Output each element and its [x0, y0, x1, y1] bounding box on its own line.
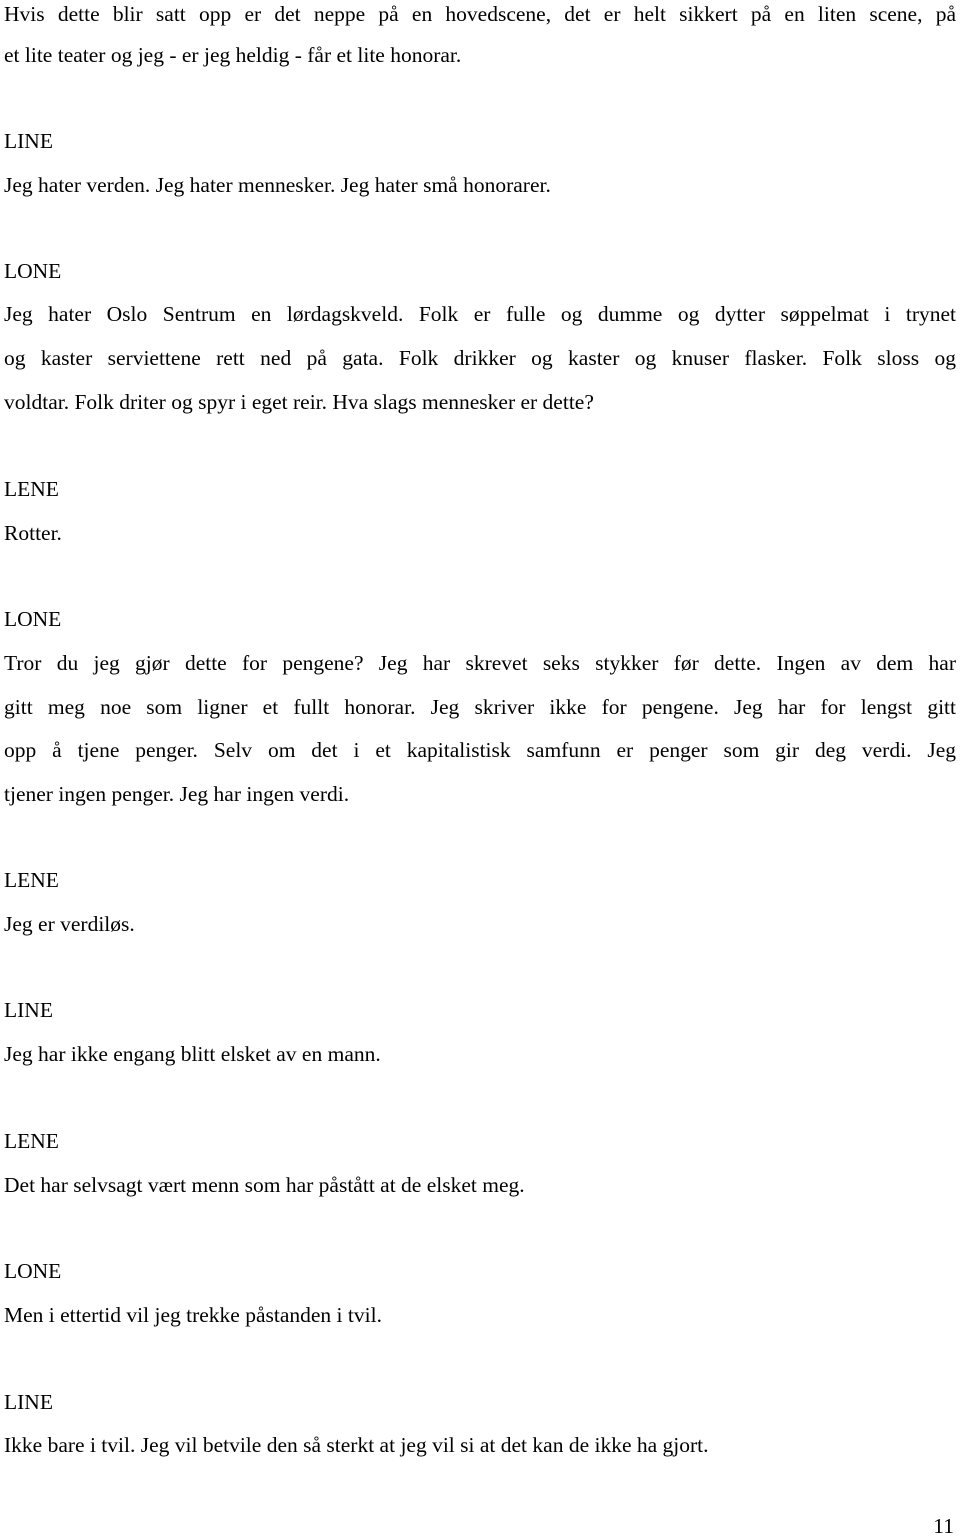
dialogue-line: voldtar. Folk driter og spyr i eget reir. Hva slags mennesker er dette?	[4, 390, 594, 414]
dialogue-line: gitt meg noe som ligner et fullt honorar. Jeg skriver ikke for pengene. Jeg har for lengst gitt	[4, 695, 956, 719]
dialogue-line: Men i ettertid vil jeg trekke påstanden i tvil.	[4, 1303, 382, 1327]
speaker-name: LONE	[4, 607, 62, 631]
speaker-name: LONE	[4, 1259, 62, 1283]
speaker-name: LENE	[4, 868, 59, 892]
dialogue-line: Rotter.	[4, 521, 62, 545]
speaker-name: LENE	[4, 477, 59, 501]
dialogue-line: et lite teater og jeg - er jeg heldig - får et lite honorar.	[4, 43, 462, 67]
page-number: 11	[933, 1514, 954, 1538]
dialogue-line: opp å tjene penger. Selv om det i et kapitalistisk samfunn er penger som gir deg verdi. Jeg	[4, 738, 956, 762]
dialogue-line: Jeg hater verden. Jeg hater mennesker. Jeg hater små honorarer.	[4, 173, 551, 197]
speaker-name: LONE	[4, 259, 62, 283]
dialogue-line: Jeg hater Oslo Sentrum en lørdagskveld. Folk er fulle og dumme og dytter søppelmat i trynet	[4, 302, 956, 326]
speaker-name: LINE	[4, 129, 53, 153]
dialogue-line: Ikke bare i tvil. Jeg vil betvile den så sterkt at jeg vil si at det kan de ikke ha gjort.	[4, 1433, 709, 1457]
speaker-name: LENE	[4, 1129, 59, 1153]
dialogue-line: tjener ingen penger. Jeg har ingen verdi.	[4, 782, 350, 806]
speaker-name: LINE	[4, 1390, 53, 1414]
dialogue-line: Hvis dette blir satt opp er det neppe på en hovedscene, det er helt sikkert på en liten scene, på	[4, 2, 956, 26]
dialogue-line: Det har selvsagt vært menn som har påstått at de elsket meg.	[4, 1173, 525, 1197]
speaker-name: LINE	[4, 998, 53, 1022]
dialogue-line: og kaster serviettene rett ned på gata. Folk drikker og kaster og knuser flasker. Folk sloss og	[4, 346, 956, 370]
dialogue-line: Jeg har ikke engang blitt elsket av en mann.	[4, 1042, 381, 1066]
dialogue-line: Tror du jeg gjør dette for pengene? Jeg har skrevet seks stykker før dette. Ingen av dem har	[4, 651, 956, 675]
dialogue-line: Jeg er verdiløs.	[4, 912, 135, 936]
